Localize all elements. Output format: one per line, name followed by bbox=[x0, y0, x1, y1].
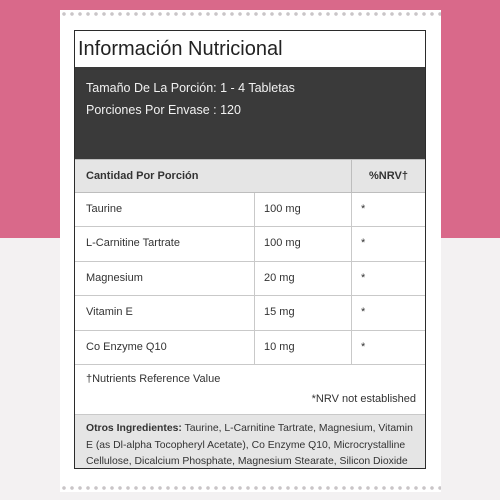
nutrient-name: Magnesium bbox=[86, 271, 143, 284]
nutrient-table bbox=[75, 193, 425, 365]
table-row bbox=[75, 227, 425, 261]
serving-info bbox=[75, 67, 425, 159]
ingredients-label: Otros Ingredientes: bbox=[86, 423, 182, 434]
nutrient-name: Vitamin E bbox=[86, 306, 133, 319]
ingredients-text: Taurine, L-Carnitine Tartrate, Magnesium, Vitamin E (as Dl-alpha Tocopheryl Acetate), Co Enzyme Q10, Microcrystalline Cellulose, Dicalcium Phosphate, Magnesium Stearate, Silicon Dioxide bbox=[86, 423, 413, 467]
label-title: Información Nutricional bbox=[78, 38, 283, 60]
nutrient-name: L-Carnitine Tartrate bbox=[86, 237, 180, 250]
nrv-header: %NRV† bbox=[351, 160, 425, 192]
serving-size: Tamaño De La Porción: 1 - 4 Tabletas bbox=[86, 81, 295, 95]
table-row bbox=[75, 193, 425, 227]
nutrient-nrv: * bbox=[351, 262, 425, 295]
nutrient-amount: 10 mg bbox=[254, 331, 351, 364]
nutrient-name: Co Enzyme Q10 bbox=[86, 340, 167, 353]
amount-per-serving-header: Cantidad Por Porción bbox=[86, 170, 199, 182]
table-row bbox=[75, 331, 425, 365]
table-row bbox=[75, 262, 425, 296]
nutrient-amount: 100 mg bbox=[254, 193, 351, 226]
nrv-note: *NRV not established bbox=[311, 393, 416, 405]
nutrient-nrv: * bbox=[351, 296, 425, 329]
reference-note: †Nutrients Reference Value bbox=[86, 373, 221, 385]
nutrient-nrv: * bbox=[351, 331, 425, 364]
nutrient-amount: 100 mg bbox=[254, 227, 351, 260]
nutrient-amount: 15 mg bbox=[254, 296, 351, 329]
nutrient-nrv: * bbox=[351, 227, 425, 260]
servings-per-container: Porciones Por Envase : 120 bbox=[86, 103, 241, 117]
other-ingredients bbox=[75, 415, 425, 468]
nutrient-nrv: * bbox=[351, 193, 425, 226]
table-header bbox=[75, 159, 425, 193]
nutrient-amount: 20 mg bbox=[254, 262, 351, 295]
footnotes bbox=[75, 365, 425, 415]
nutrient-name: Taurine bbox=[86, 203, 123, 215]
nutrition-label bbox=[74, 30, 426, 469]
table-row bbox=[75, 296, 425, 330]
